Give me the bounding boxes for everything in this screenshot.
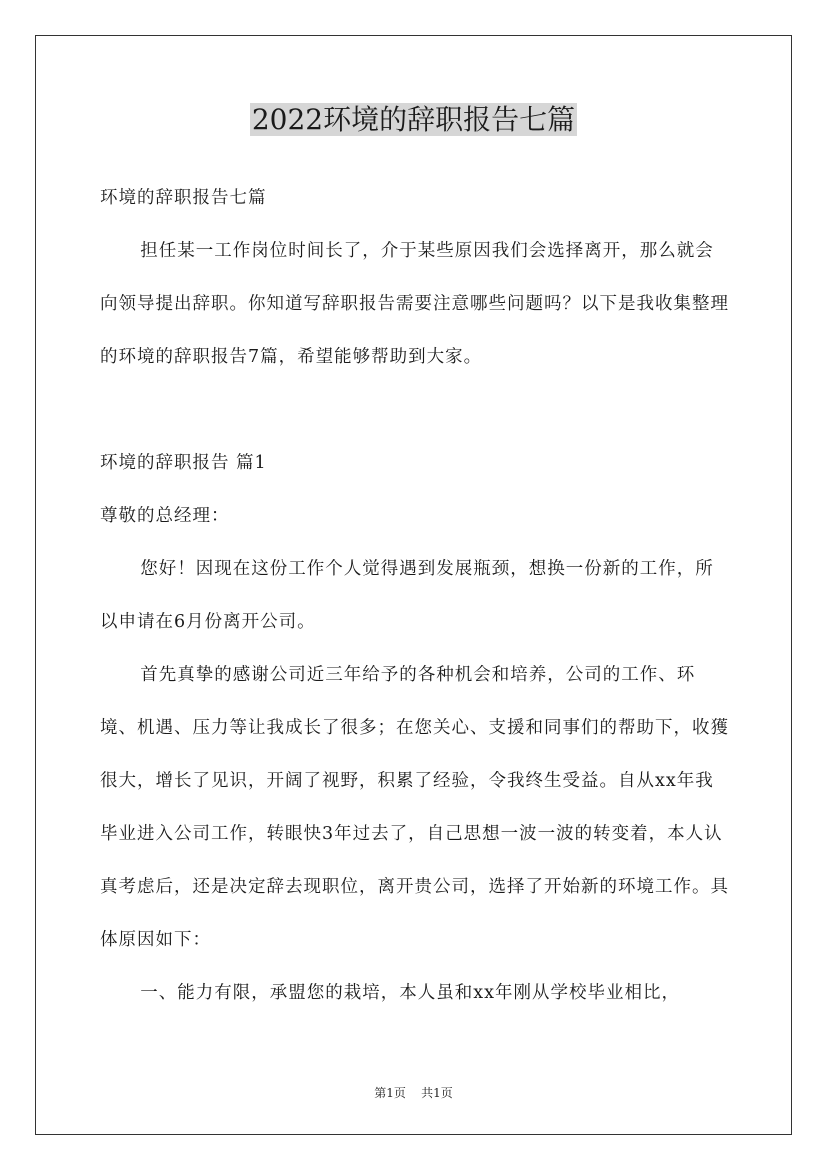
document-title-text: 2022环境的辞职报告七篇: [251, 103, 576, 136]
salutation: 尊敬的总经理：: [100, 506, 230, 526]
body-paragraph: 首先真挚的感谢公司近三年给予的各种机会和培养，公司的工作、环境、机遇、压力等让我成长了很多；在您关心、支援和同事们的帮助下，收獲很大，增长了见识，开阔了视野，积累了经验，令我终生受益。自从xx年我毕业进入公司工作，转眼快3年过去了，自己思想一波一波的转变着，本人认真考虑后，还是决定辞去现职位，离开贵公司，选择了开始新的环境工作。具体原因如下：: [100, 665, 729, 950]
document-title: [0, 100, 827, 140]
section-heading: 环境的辞职报告 篇1: [100, 453, 267, 473]
subtitle-line: 环境的辞职报告七篇: [100, 188, 267, 208]
body-paragraph: 一、能力有限，承盟您的栽培，本人虽和xx年刚从学校毕业相比，: [140, 983, 680, 1003]
page-footer: [0, 1085, 827, 1101]
page-number: 第1页: [374, 1086, 406, 1100]
page-total: 共1页: [421, 1086, 453, 1100]
blank-line: [100, 384, 730, 437]
intro-paragraph: 担任某一工作岗位时间长了，介于某些原因我们会选择离开，那么就会向领导提出辞职。你知道写辞职报告需要注意哪些问题吗？以下是我收集整理的环境的辞职报告7篇，希望能够帮助到大家。: [100, 241, 729, 367]
body-paragraph: 您好！因现在这份工作个人觉得遇到发展瓶颈，想换一份新的工作，所以申请在6月份离开公司。: [100, 559, 714, 632]
document-body: [100, 172, 730, 1020]
